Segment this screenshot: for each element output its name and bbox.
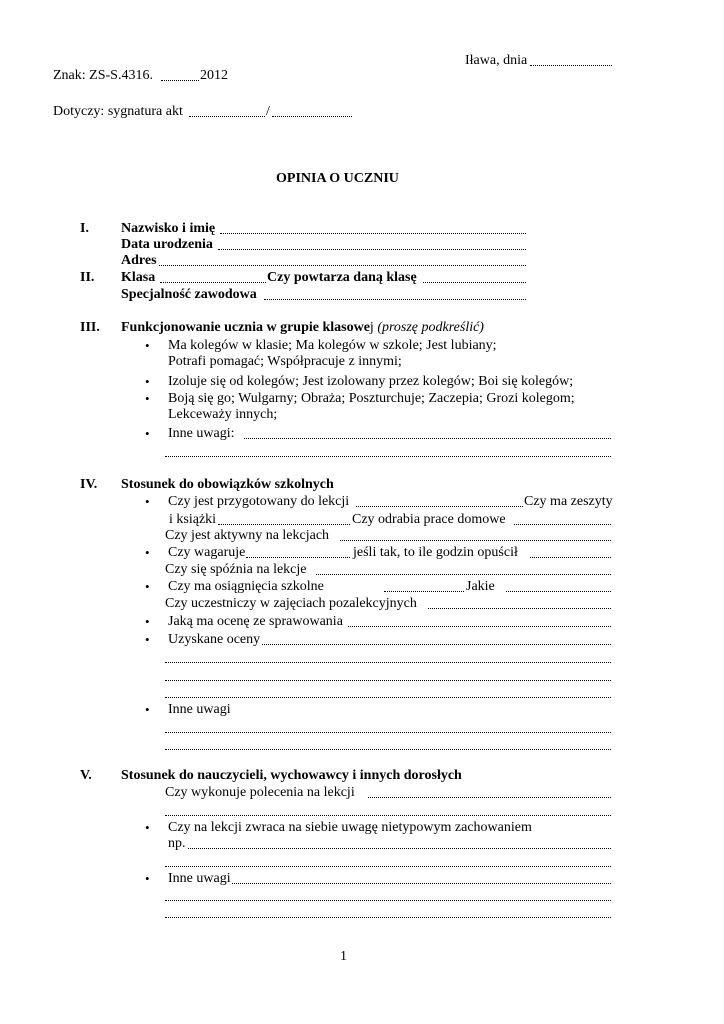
late-field[interactable] xyxy=(316,574,611,575)
peer-options-line-1[interactable]: Ma kolegów w klasie; Ma kolegów w szkole; Jest lubiany; xyxy=(168,338,497,353)
missed-hours-field[interactable] xyxy=(530,557,611,558)
bullet-icon: • xyxy=(145,391,150,406)
birth-date-field[interactable] xyxy=(218,249,526,250)
notebooks-books-field[interactable] xyxy=(218,524,350,525)
page-number: 1 xyxy=(340,949,347,964)
notebooks-label: Czy ma zeszyty xyxy=(524,494,613,509)
bullet-icon: • xyxy=(145,579,150,594)
section-1-number: I. xyxy=(80,221,89,236)
behavior-options-line-2[interactable]: Lekceważy innych; xyxy=(168,407,278,422)
section-3-heading-text: Funkcjonowanie ucznia w grupie klasowe xyxy=(121,320,370,335)
bullet-icon: • xyxy=(145,871,150,886)
grades-field-1[interactable] xyxy=(262,644,611,645)
dotyczy-label: Dotyczy: sygnatura akt xyxy=(53,104,183,119)
section-3-other-label: Inne uwagi: xyxy=(168,426,235,441)
prepared-field[interactable] xyxy=(356,506,523,507)
active-label: Czy jest aktywny na lekcjach xyxy=(165,528,330,543)
behavior-options-line-1[interactable]: Boją się go; Wulgarny; Obraża; Poszturchuje; Zaczepia; Grozi kolegom; xyxy=(168,391,575,406)
late-label: Czy się spóźnia na lekcje xyxy=(165,562,307,577)
address-label: Adres xyxy=(121,253,157,268)
homework-label: Czy odrabia prace domowe xyxy=(352,512,506,527)
section-5-heading: Stosunek do nauczycieli, wychowawcy i innych dorosłych xyxy=(121,768,462,783)
extracurricular-label: Czy uczestniczy w zajęciach pozalekcyjnych xyxy=(165,596,417,611)
specialty-field[interactable] xyxy=(264,299,526,300)
section-5-other-field-1[interactable] xyxy=(232,883,611,884)
section-4-other-label: Inne uwagi xyxy=(168,702,231,717)
section-3-other-field-2[interactable] xyxy=(165,456,611,457)
commands-label: Czy wykonuje polecenia na lekcji xyxy=(165,785,355,800)
bullet-icon: • xyxy=(145,338,150,353)
section-5-other-field-3[interactable] xyxy=(165,917,611,918)
prepared-label: Czy jest przygotowany do lekcji xyxy=(168,494,350,509)
which-achievements-label: Jakie xyxy=(466,579,495,594)
section-3-number: III. xyxy=(80,320,100,335)
bullet-icon: • xyxy=(145,545,150,560)
address-field[interactable] xyxy=(159,265,526,266)
name-field[interactable] xyxy=(220,233,526,234)
place-date-label: Iława, dnia xyxy=(465,53,528,68)
znak-year: 2012 xyxy=(200,68,228,83)
specialty-label: Specjalność zawodowa xyxy=(121,287,257,302)
np-label: np. xyxy=(168,836,186,851)
section-4-other-field-1[interactable] xyxy=(165,732,611,733)
extracurricular-field[interactable] xyxy=(428,608,611,609)
commands-field-2[interactable] xyxy=(165,815,611,816)
repeat-class-field[interactable] xyxy=(423,282,526,283)
homework-field[interactable] xyxy=(514,524,611,525)
bullet-icon: • xyxy=(145,426,150,441)
znak-number-field[interactable] xyxy=(161,80,199,81)
grades-field-3[interactable] xyxy=(165,680,611,681)
signature-slash: / xyxy=(266,104,270,119)
signature-field-2[interactable] xyxy=(272,116,352,117)
birth-date-label: Data urodzenia xyxy=(121,237,213,252)
isolation-options[interactable]: Izoluje się od kolegów; Jest izolowany przez kolegów; Boi się kolegów; xyxy=(168,374,574,389)
grades-field-2[interactable] xyxy=(165,662,611,663)
active-field[interactable] xyxy=(340,540,611,541)
section-3-other-field-1[interactable] xyxy=(244,438,611,439)
bullet-icon: • xyxy=(145,632,150,647)
conduct-grade-label: Jaką ma ocenę ze sprawowania xyxy=(168,614,343,629)
truant-field[interactable] xyxy=(246,557,350,558)
section-4-heading: Stosunek do obowiązków szkolnych xyxy=(121,477,334,492)
achievements-field[interactable] xyxy=(384,591,464,592)
section-4-number: IV. xyxy=(80,477,98,492)
section-5-other-field-2[interactable] xyxy=(165,900,611,901)
section-4-other-field-2[interactable] xyxy=(165,749,611,750)
signature-field-1[interactable] xyxy=(189,116,265,117)
class-field[interactable] xyxy=(160,282,266,283)
section-5-other-label: Inne uwagi xyxy=(168,871,231,886)
bullet-icon: • xyxy=(145,614,150,629)
achievements-label: Czy ma osiągnięcia szkolne xyxy=(168,579,324,594)
attention-field-2[interactable] xyxy=(165,866,611,867)
attention-label: Czy na lekcji zwraca na siebie uwagę nietypowym zachowaniem xyxy=(168,820,532,835)
bullet-icon: • xyxy=(145,374,150,389)
missed-hours-label: jeśli tak, to ile godzin opuścił xyxy=(353,545,518,560)
which-achievements-field[interactable] xyxy=(506,591,611,592)
class-label: Klasa xyxy=(121,270,156,285)
repeat-class-label: Czy powtarza daną klasę xyxy=(267,270,417,285)
section-3-heading xyxy=(121,320,484,336)
document-title: OPINIA O UCZNIU xyxy=(276,171,399,186)
grades-field-4[interactable] xyxy=(165,697,611,698)
peer-options-line-2[interactable]: Potrafi pomagać; Współpracuje z innymi; xyxy=(168,354,402,369)
conduct-grade-field[interactable] xyxy=(348,626,611,627)
znak-label: Znak: ZS-S.4316. xyxy=(53,68,153,83)
underline-hint: (proszę podkreślić) xyxy=(377,320,484,335)
date-field[interactable] xyxy=(530,65,612,66)
section-5-number: V. xyxy=(80,768,92,783)
attention-field-1[interactable] xyxy=(188,848,611,849)
commands-field-1[interactable] xyxy=(368,797,611,798)
section-3-heading-tail: j xyxy=(369,320,374,335)
books-label: i książki xyxy=(169,512,217,527)
bullet-icon: • xyxy=(145,494,150,509)
truant-label: Czy wagaruje xyxy=(168,545,246,560)
bullet-icon: • xyxy=(145,702,150,717)
bullet-icon: • xyxy=(145,820,150,835)
grades-label: Uzyskane oceny xyxy=(168,632,261,647)
name-label: Nazwisko i imię xyxy=(121,221,216,236)
section-2-number: II. xyxy=(80,270,95,285)
